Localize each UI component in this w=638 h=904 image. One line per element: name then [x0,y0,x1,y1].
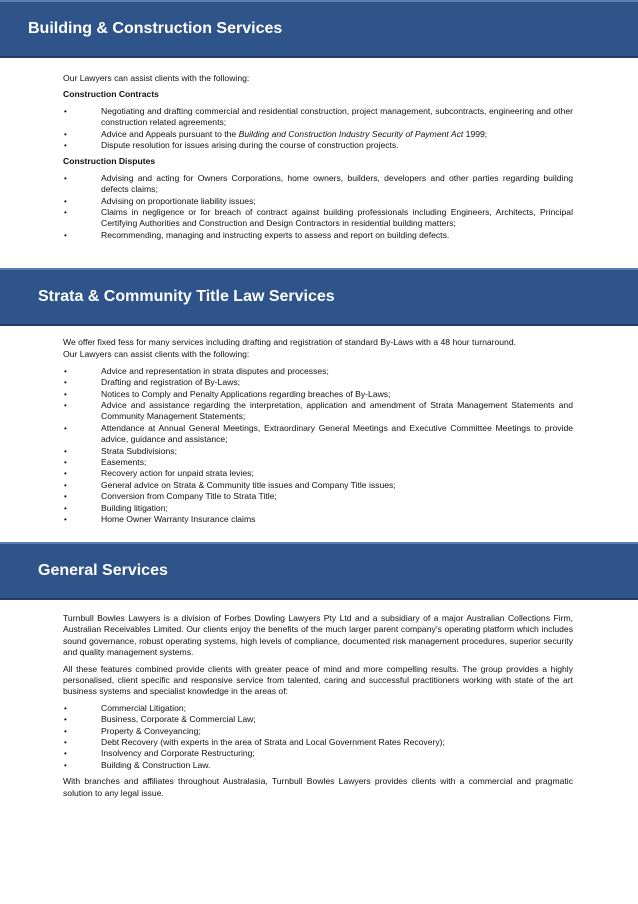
bullet-icon: • [64,703,67,713]
section-title: General Services [38,562,168,579]
bullet-icon: • [64,492,67,502]
bullet-icon: • [64,738,67,748]
list-item: • Claims in negligence or for breach of contract against building professionals including Engineers, Architects, Principal Certifying Authorities and Construction and Design Contractors in residential building matters; [64,207,573,229]
list-item: • Advice and representation in strata disputes and processes; [64,365,329,376]
bullet-list [63,173,573,241]
bullet-icon: • [64,503,67,513]
list-item: • Building & Construction Law. [64,759,211,770]
list-item: • Commercial Litigation; [64,702,187,713]
bullet-icon: • [64,208,67,218]
list-item: • Dispute resolution for issues arising during the course of construction projects. [64,140,399,151]
bullet-icon: • [64,173,67,183]
bullet-icon: • [64,423,67,433]
bullet-icon: • [64,141,67,151]
section-title: Strata & Community Title Law Services [38,288,335,305]
bullet-icon: • [64,129,67,139]
bullet-icon: • [64,469,67,479]
list-item: • Drafting and registration of By-Laws; [64,377,240,388]
bullet-list [63,703,573,771]
list-item: • Easements; [64,457,147,468]
bullet-icon: • [64,515,67,525]
bullet-icon: • [64,749,67,759]
subheading-construction-disputes: Construction Disputes [63,156,156,167]
bullet-list [63,106,573,152]
list-item: • General advice on Strata & Community title issues and Company Title issues; [64,479,396,490]
intro-text: Our Lawyers can assist clients with the following: [63,73,250,83]
list-item: • Attendance at Annual General Meetings, Extraordinary General Meetings and Executive Committee Meetings to provide advice, guidance and assistance; [64,422,573,445]
act-title: Building and Construction Industry Security of Payment Act [238,128,464,139]
intro-text: Our Lawyers can assist clients with the following: [63,349,250,360]
section-content-strata [63,337,573,531]
list-item: • Home Owner Warranty Insurance claims [64,514,256,525]
list-item: • Conversion from Company Title to Strata Title; [64,491,277,502]
list-item: • Notices to Comply and Penalty Applications regarding breaches of By-Laws; [64,388,391,399]
list-item: • Advice and assistance regarding the interpretation, application and amendment of Strata Management Statements and Community Management Statements; [64,400,573,422]
bullet-icon: • [64,196,67,206]
bullet-icon: • [64,366,67,376]
list-item: • Business, Corporate & Commercial Law; [64,714,256,725]
bullet-icon: • [64,446,67,456]
list-item: • Recovery action for unpaid strata levies; [64,468,254,479]
list-item: • Insolvency and Corporate Restructuring; [64,748,255,759]
list-item: • Property & Conveyancing; [64,725,201,736]
bullet-icon: • [64,230,67,240]
bullet-icon: • [64,389,67,399]
list-item: • Strata Subdivisions; [64,445,177,456]
intro-text: We offer fixed fess for many services including drafting and registration of standard By-Laws with a 48 hour turnaround. [63,337,517,347]
section-banner-strata [0,268,638,326]
paragraph: Turnbull Bowles Lawyers is a division of Forbes Dowling Lawyers Pty Ltd and a subsidiary of a major Australian Collections Firm, Australian Receivables Limited. Our clients enjoy the benefits of the much larger parent company’s operating platform which includes sound governance, robust operating systems, high levels of compliance, documented risk management procedures, superior security and quality management systems. [63,613,573,658]
list-item: • Building litigation; [64,502,168,513]
bullet-list [63,366,573,526]
section-content-general [63,613,573,804]
list-item: • Negotiating and drafting commercial and residential construction, project management, subcontracts, engineering and other construction related agreements; [64,105,573,128]
bullet-icon: • [64,715,67,725]
bullet-icon: • [64,726,67,736]
section-content-building [63,73,573,246]
list-item: • Debt Recovery (with experts in the area of Strata and Local Government Rates Recovery); [64,737,445,748]
subheading-construction-contracts: Construction Contracts [63,89,159,100]
bullet-icon: • [64,401,67,411]
list-item: • Advising on proportionate liability issues; [64,195,256,206]
section-banner-building [0,0,638,58]
list-item: • Recommending, managing and instructing experts to assess and report on building defects. [64,229,450,240]
list-item: • Advising and acting for Owners Corporations, home owners, builders, developers and other parties regarding building defects claims; [64,172,573,195]
bullet-icon: • [64,378,67,388]
bullet-icon: • [64,760,67,770]
paragraph: With branches and affiliates throughout Australasia, Turnbull Bowles Lawyers provides clients with a commercial and pragmatic solution to any legal issue. [63,776,573,798]
paragraph: All these features combined provide clients with greater peace of mind and more compelling results. The group provides a highly personalised, client specific and responsive service from talented, caring and successful practitioners working with state of the art business systems and specialist knowledge in the areas of: [63,663,573,697]
bullet-icon: • [64,480,67,490]
bullet-icon: • [64,106,67,116]
section-title: Building & Construction Services [28,20,283,37]
bullet-icon: • [64,458,67,468]
section-banner-general [0,542,638,600]
list-item: • Advice and Appeals pursuant to the Building and Construction Industry Security of Payment Act 1999; [64,128,488,139]
